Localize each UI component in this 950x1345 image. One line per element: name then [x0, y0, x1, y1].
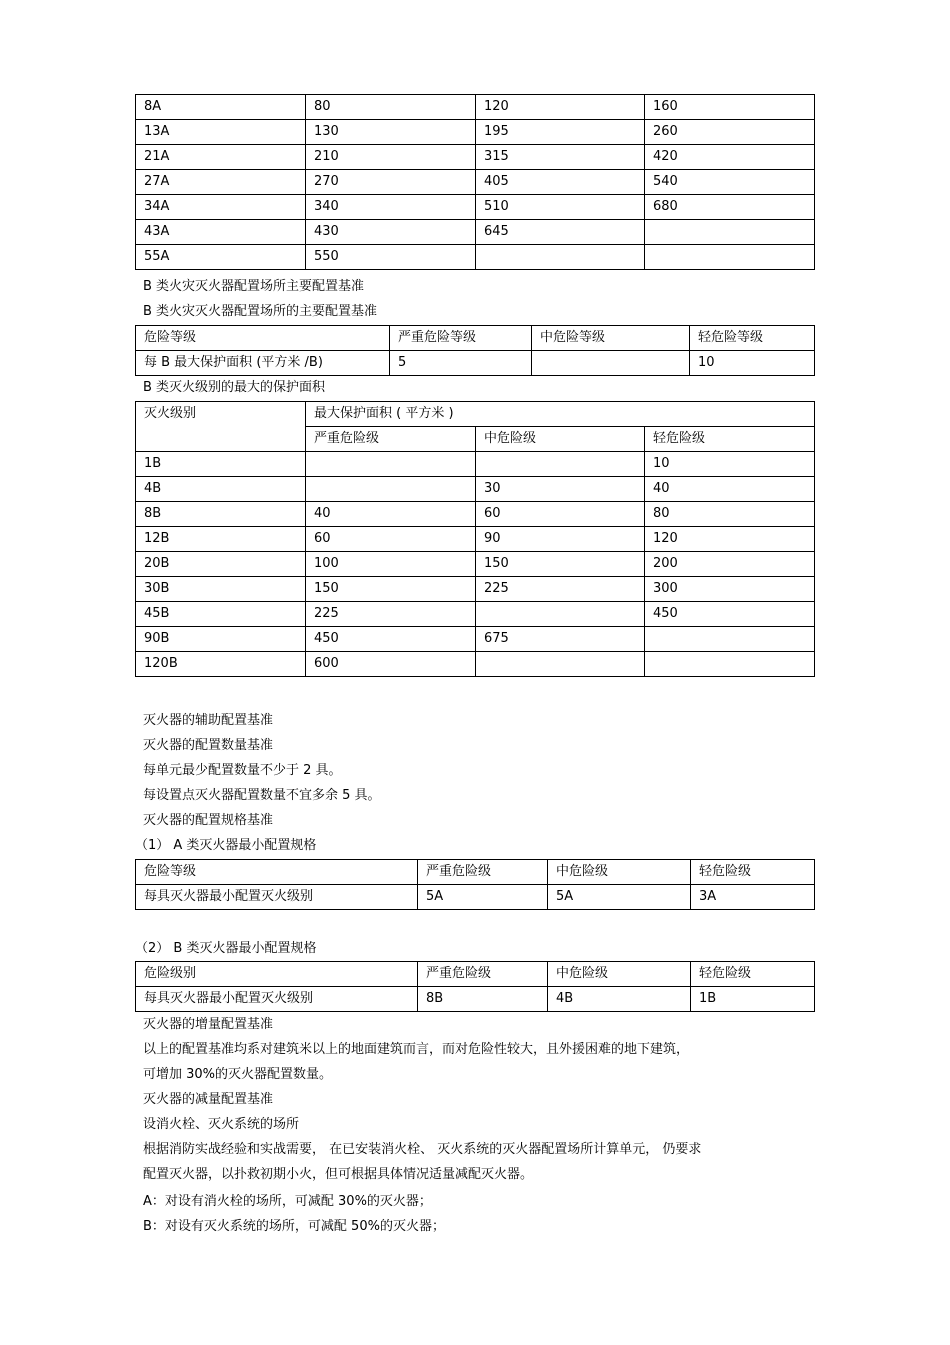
- table-cell: 每具灭火器最小配置灭火级别: [136, 885, 418, 910]
- table-row: [136, 170, 815, 195]
- b-class-area-title: B 类灭火级别的最大的保护面积: [143, 380, 326, 395]
- table-cell: 55A: [136, 245, 306, 270]
- table-row: [136, 145, 815, 170]
- inc-line-1: 以上的配置基准均系对建筑米以上的地面建筑而言，而对危险性较大，且外援困难的地下建筑，: [143, 1042, 690, 1057]
- qty-config-title: 灭火器的配置数量基准: [143, 738, 274, 753]
- dec-line-1: 根据消防实战经验和实战需要， 在已安装消火栓、 灭火系统的灭火器配置场所计算单元， 仍要求: [143, 1142, 702, 1157]
- spec-a-title: （1） A 类灭火器最小配置规格: [135, 838, 317, 853]
- table-cell: 540: [645, 170, 815, 195]
- header-cell: 轻危险等级: [690, 326, 815, 351]
- table-cell: 90B: [136, 627, 306, 652]
- b-class-title-1: B 类火灾灭火器配置场所主要配置基准: [143, 279, 365, 294]
- table-cell: 13A: [136, 120, 306, 145]
- table-cell: 5A: [418, 885, 548, 910]
- table-cell: 4B: [548, 987, 691, 1012]
- table-cell: [476, 602, 645, 627]
- table-cell: 27A: [136, 170, 306, 195]
- table-header-row: [136, 402, 815, 427]
- table-cell: 210: [306, 145, 476, 170]
- table-row: [136, 602, 815, 627]
- table-cell: [476, 452, 645, 477]
- table-cell: [532, 351, 690, 376]
- a-class-min-spec-table: [135, 859, 815, 910]
- table-cell: [476, 245, 645, 270]
- table-cell: 675: [476, 627, 645, 652]
- table-cell: 20B: [136, 552, 306, 577]
- table-cell: 225: [476, 577, 645, 602]
- table-row: [136, 351, 815, 376]
- inc-config-title: 灭火器的增量配置基准: [143, 1017, 274, 1032]
- a-class-area-table: [135, 94, 815, 270]
- table-cell: 450: [645, 602, 815, 627]
- table-cell: 8A: [136, 95, 306, 120]
- table-cell: 60: [306, 527, 476, 552]
- header-cell: 严重危险级: [418, 962, 548, 987]
- table-cell: 40: [306, 502, 476, 527]
- table-cell: 315: [476, 145, 645, 170]
- table-cell: 150: [476, 552, 645, 577]
- table-cell: 4B: [136, 477, 306, 502]
- table-cell: 120B: [136, 652, 306, 677]
- table-header-row: [136, 962, 815, 987]
- b-class-min-spec-table: [135, 961, 815, 1012]
- table-cell: 120: [645, 527, 815, 552]
- header-cell: 轻危险级: [691, 962, 815, 987]
- table-cell: 1B: [691, 987, 815, 1012]
- table-cell: 130: [306, 120, 476, 145]
- table-row: [136, 195, 815, 220]
- table-row: [136, 885, 815, 910]
- header-cell: 严重危险级: [306, 427, 476, 452]
- table-cell: 10: [690, 351, 815, 376]
- table-row: [136, 552, 815, 577]
- table-row: [136, 477, 815, 502]
- table-cell: 30: [476, 477, 645, 502]
- b-class-title-2: B 类火灾灭火器配置场所的主要配置基准: [143, 304, 378, 319]
- table-cell: 21A: [136, 145, 306, 170]
- table-cell: 80: [645, 502, 815, 527]
- table-cell: 10: [645, 452, 815, 477]
- table-cell: 60: [476, 502, 645, 527]
- header-cell: 中危险等级: [532, 326, 690, 351]
- table-cell: 120: [476, 95, 645, 120]
- table-cell: 100: [306, 552, 476, 577]
- table-cell: 680: [645, 195, 815, 220]
- table-cell: 200: [645, 552, 815, 577]
- table-cell: [645, 245, 815, 270]
- table-row: [136, 120, 815, 145]
- table-cell: 645: [476, 220, 645, 245]
- table-cell: 150: [306, 577, 476, 602]
- header-text: 灭火级别: [144, 406, 197, 421]
- header-cell: 最大保护面积 ( 平方米 ): [306, 402, 815, 427]
- header-cell: 危险等级: [136, 860, 418, 885]
- inc-line-2: 可增加 30%的灭火器配置数量。: [143, 1067, 333, 1082]
- table-cell: [645, 652, 815, 677]
- table-cell: 每 B 最大保护面积 (平方米 /B): [136, 351, 390, 376]
- table-cell: 8B: [136, 502, 306, 527]
- table-cell: 每具灭火器最小配置灭火级别: [136, 987, 418, 1012]
- table-cell: 40: [645, 477, 815, 502]
- table-row: [136, 527, 815, 552]
- header-cell: 严重危险级: [418, 860, 548, 885]
- header-cell: 轻危险级: [691, 860, 815, 885]
- table-cell: 340: [306, 195, 476, 220]
- dec-subtitle: 设消火栓、灭火系统的场所: [143, 1117, 300, 1132]
- table-cell: [476, 652, 645, 677]
- table-cell: 270: [306, 170, 476, 195]
- table-cell: 405: [476, 170, 645, 195]
- table-cell: 5A: [548, 885, 691, 910]
- table-cell: 90: [476, 527, 645, 552]
- table-cell: [306, 452, 476, 477]
- table-cell: 600: [306, 652, 476, 677]
- dec-config-title: 灭火器的减量配置基准: [143, 1092, 274, 1107]
- table-row: [136, 577, 815, 602]
- aux-config-title: 灭火器的辅助配置基准: [143, 713, 274, 728]
- table-cell: [645, 627, 815, 652]
- table-cell: 550: [306, 245, 476, 270]
- header-cell: 中危险级: [476, 427, 645, 452]
- table-cell: 420: [645, 145, 815, 170]
- header-cell: [136, 402, 306, 452]
- table-row: [136, 652, 815, 677]
- table-cell: [645, 220, 815, 245]
- a-class-area-table-body: [136, 95, 815, 270]
- table-cell: 34A: [136, 195, 306, 220]
- table-cell: 430: [306, 220, 476, 245]
- table-row: [136, 987, 815, 1012]
- table-cell: 45B: [136, 602, 306, 627]
- table-cell: 260: [645, 120, 815, 145]
- header-cell: 中危险级: [548, 962, 691, 987]
- table-row: [136, 220, 815, 245]
- table-header-row: [136, 860, 815, 885]
- b-class-main-table: [135, 325, 815, 376]
- table-cell: 12B: [136, 527, 306, 552]
- qty-line-1: 每单元最少配置数量不少于 2 具。: [143, 763, 342, 778]
- table-cell: 510: [476, 195, 645, 220]
- table-cell: 195: [476, 120, 645, 145]
- qty-line-2: 每设置点灭火器配置数量不宜多余 5 具。: [143, 788, 381, 803]
- table-cell: 8B: [418, 987, 548, 1012]
- header-cell: 轻危险级: [645, 427, 815, 452]
- table-row: [136, 502, 815, 527]
- header-cell: 中危险级: [548, 860, 691, 885]
- dec-item-a: A：对设有消火栓的场所，可减配 30%的灭火器；: [143, 1194, 432, 1209]
- table-cell: 80: [306, 95, 476, 120]
- table-row: [136, 627, 815, 652]
- table-cell: 43A: [136, 220, 306, 245]
- table-cell: 3A: [691, 885, 815, 910]
- header-cell: 严重危险等级: [390, 326, 532, 351]
- header-cell: 危险等级: [136, 326, 390, 351]
- table-cell: 225: [306, 602, 476, 627]
- table-cell: 160: [645, 95, 815, 120]
- b-class-area-table: [135, 401, 815, 677]
- table-row: [136, 452, 815, 477]
- table-cell: 5: [390, 351, 532, 376]
- b-class-area-table-body: [136, 402, 815, 677]
- table-cell: 450: [306, 627, 476, 652]
- header-cell: 危险级别: [136, 962, 418, 987]
- dec-line-2: 配置灭火器，以扑救初期小火，但可根据具体情况适量减配灭火器。: [143, 1167, 534, 1182]
- spec-b-title: （2） B 类灭火器最小配置规格: [135, 941, 317, 956]
- table-header-row: [136, 326, 815, 351]
- table-cell: 1B: [136, 452, 306, 477]
- spec-config-title: 灭火器的配置规格基准: [143, 813, 274, 828]
- table-cell: 300: [645, 577, 815, 602]
- table-cell: 30B: [136, 577, 306, 602]
- dec-item-b: B：对设有灭火系统的场所，可减配 50%的灭火器；: [143, 1219, 445, 1234]
- table-cell: [306, 477, 476, 502]
- table-row: [136, 95, 815, 120]
- table-row: [136, 245, 815, 270]
